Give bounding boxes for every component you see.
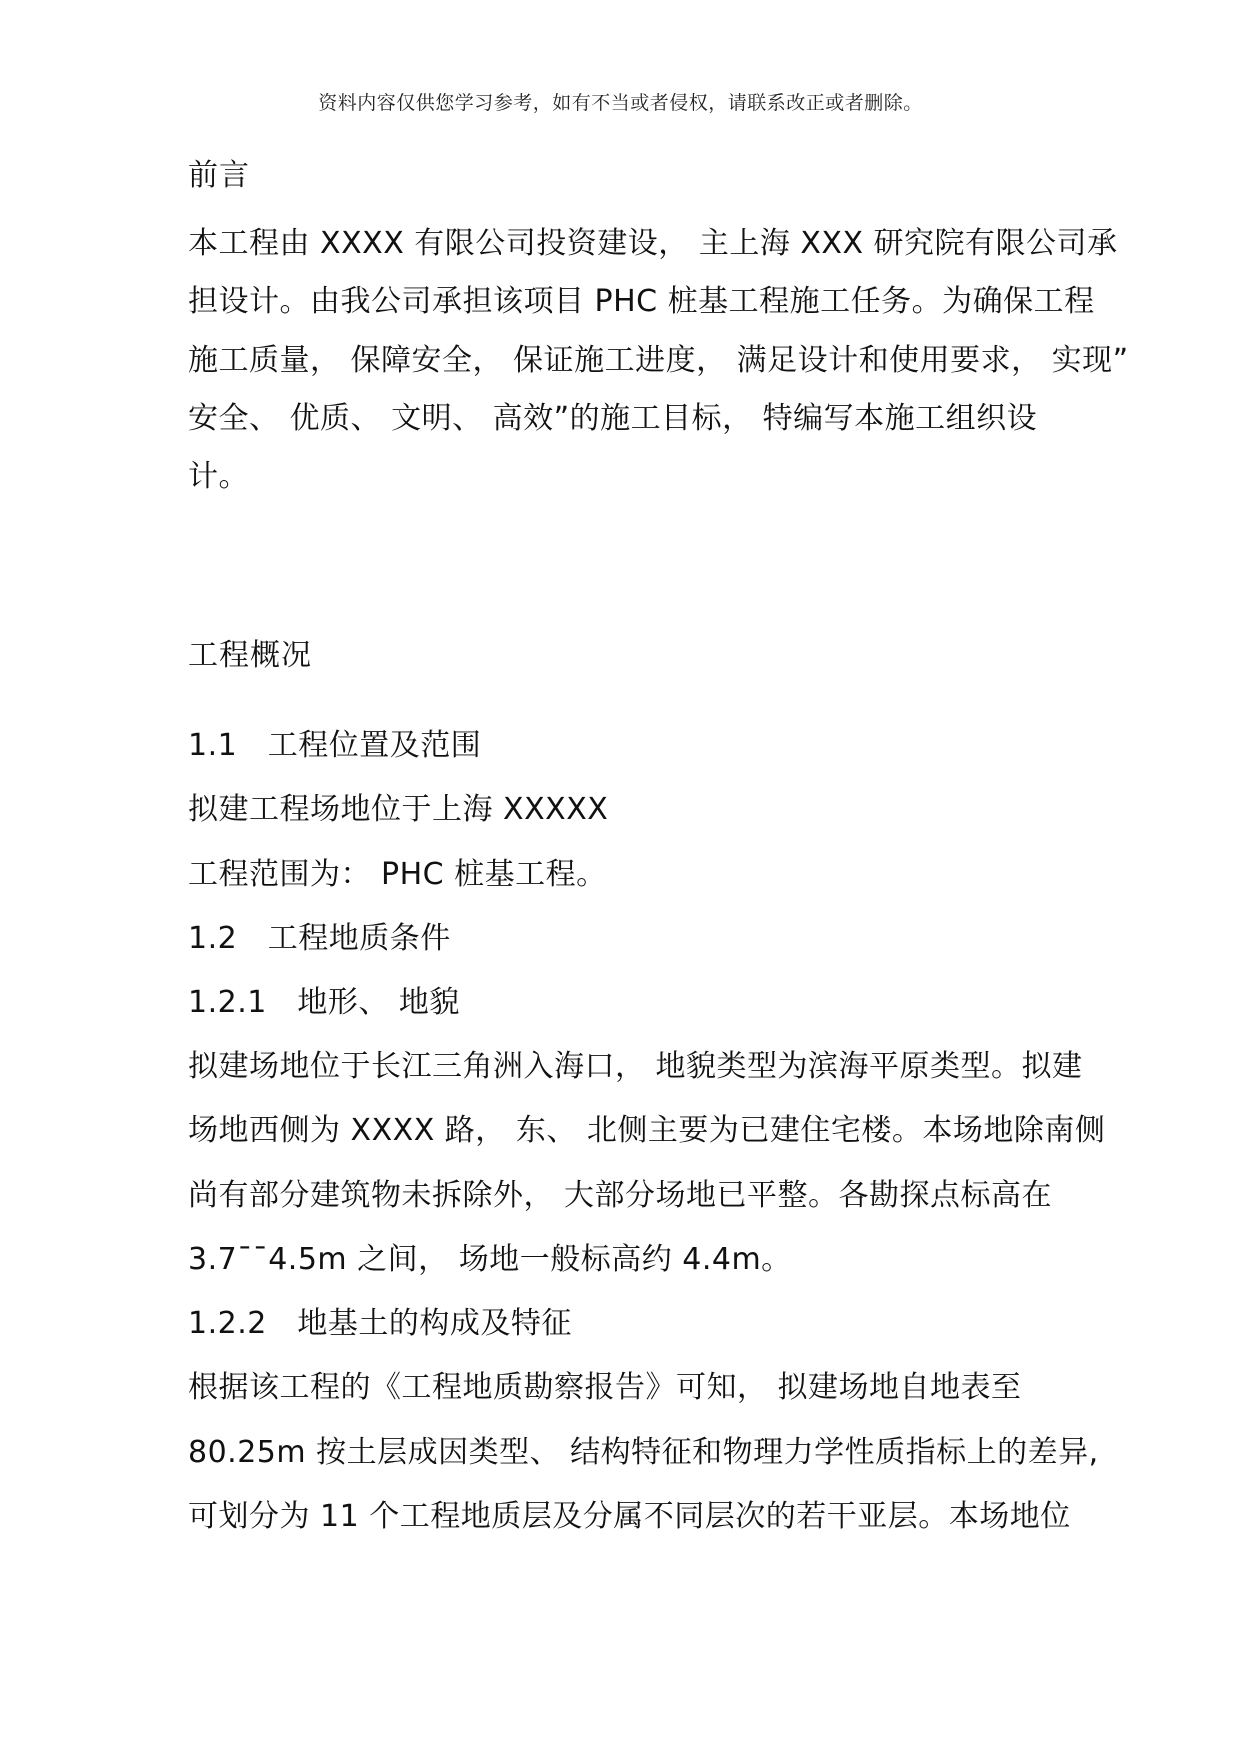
overview-line: 根据该工程的《工程地质勘察报告》可知， 拟建场地自地表至	[188, 1370, 1022, 1405]
overview-line: 3.7¯¯4.5m 之间， 场地一般标高约 4.4m。	[188, 1242, 792, 1277]
preface-line: 安全、 优质、 文明、 高效”的施工目标， 特编写本施工组织设	[188, 401, 1038, 436]
overview-line: 拟建场地位于长江三角洲入海口， 地貌类型为滨海平原类型。拟建	[188, 1049, 1083, 1084]
section-heading-1-2-1: 1.2.1 地形、 地貌	[188, 985, 460, 1020]
preface-heading: 前言	[188, 158, 250, 193]
preface-line: 本工程由 XXXX 有限公司投资建设， 主上海 XXX 研究院有限公司承	[188, 226, 1118, 261]
preface-line: 施工质量， 保障安全， 保证施工进度， 满足设计和使用要求， 实现”	[188, 343, 1129, 378]
overview-line: 场地西侧为 XXXX 路， 东、 北侧主要为已建住宅楼。本场地除南侧	[188, 1113, 1106, 1148]
section-heading-1-2-2: 1.2.2 地基土的构成及特征	[188, 1306, 572, 1341]
overview-line: 尚有部分建筑物未拆除外， 大部分场地已平整。各勘探点标高在	[188, 1178, 1053, 1213]
preface-line: 计。	[188, 459, 249, 494]
section-heading-1-2: 1.2 工程地质条件	[188, 921, 451, 956]
overview-line: 可划分为 11 个工程地质层及分属不同层次的若干亚层。本场地位	[188, 1499, 1071, 1534]
preface-line: 担设计。由我公司承担该项目 PHC 桩基工程施工任务。为确保工程	[188, 284, 1095, 319]
overview-line: 工程范围为： PHC 桩基工程。	[188, 857, 607, 892]
overview-heading: 工程概况	[188, 638, 312, 673]
overview-line: 拟建工程场地位于上海 XXXXX	[188, 792, 609, 827]
section-heading-1-1: 1.1 工程位置及范围	[188, 728, 482, 763]
overview-line: 80.25m 按土层成因类型、 结构特征和物理力学性质指标上的差异,	[188, 1435, 1099, 1470]
header-note: 资料内容仅供您学习参考，如有不当或者侵权，请联系改正或者删除。	[318, 92, 923, 114]
